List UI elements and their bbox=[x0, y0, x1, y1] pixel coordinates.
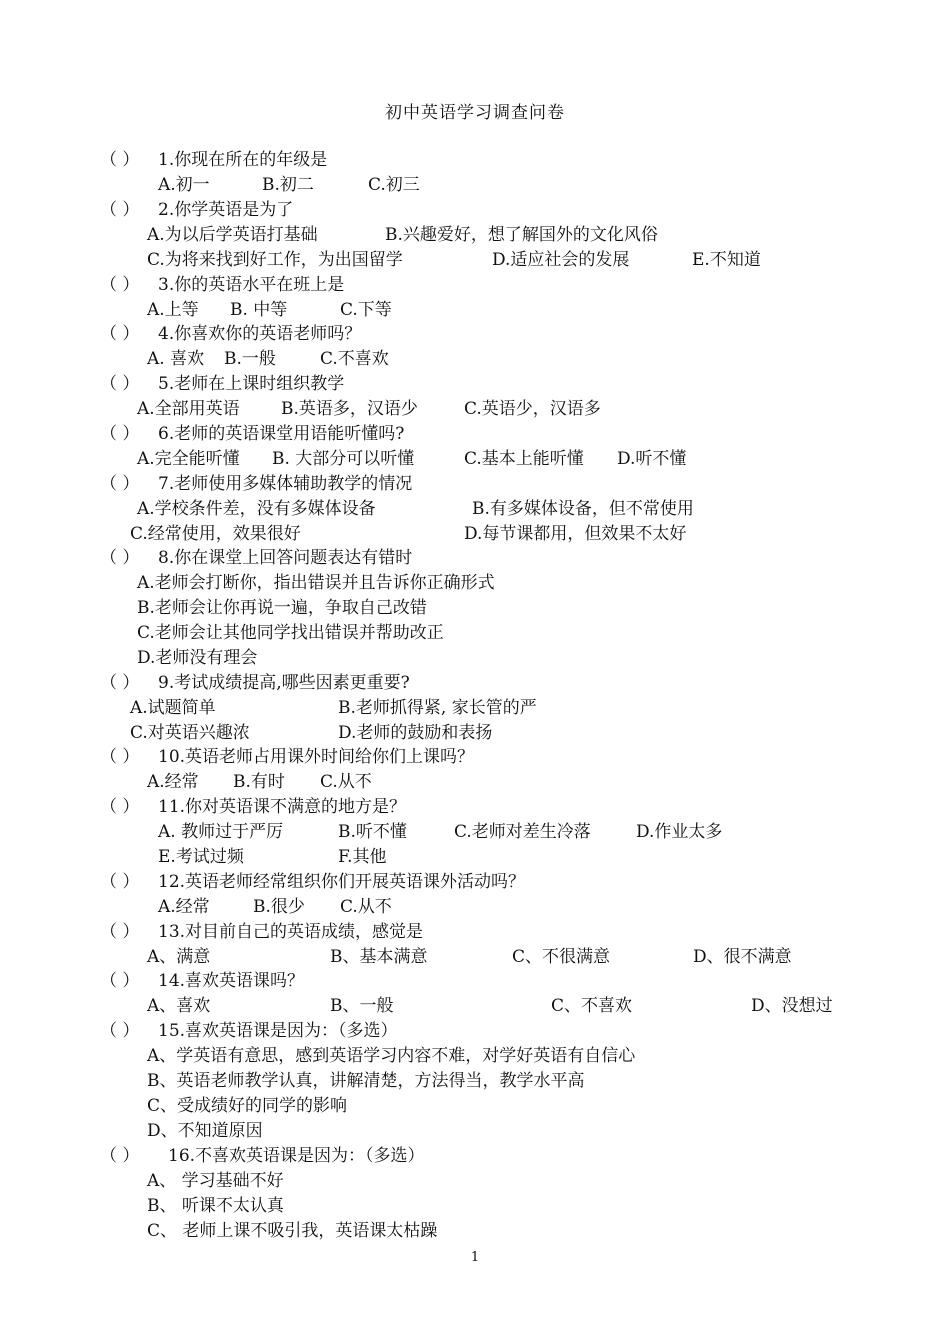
question-9 bbox=[0, 671, 950, 695]
answer-option: C.从不 bbox=[340, 897, 392, 917]
option-row bbox=[0, 994, 950, 1018]
question-text: 7.老师使用多媒体辅助教学的情况 bbox=[158, 474, 413, 494]
answer-option: C.初三 bbox=[368, 175, 420, 195]
answer-option: C.经常使用，效果很好 bbox=[130, 524, 301, 544]
answer-blank: （ ） bbox=[100, 324, 140, 344]
answer-option: D.老师的鼓励和表扬 bbox=[338, 723, 493, 743]
option-row bbox=[0, 1119, 950, 1143]
answer-option: A.学校条件差，没有多媒体设备 bbox=[137, 499, 376, 519]
answer-blank: （ ） bbox=[100, 474, 140, 494]
option-row bbox=[0, 1169, 950, 1193]
answer-option: D、没想过 bbox=[751, 996, 833, 1016]
answer-option: B.老师会让你再说一遍，争取自己改错 bbox=[137, 598, 427, 618]
question-text: 2.你学英语是为了 bbox=[158, 200, 294, 220]
option-row bbox=[0, 596, 950, 620]
option-row bbox=[0, 1069, 950, 1093]
option-row bbox=[0, 621, 950, 645]
answer-option: C.英语少，汉语多 bbox=[464, 399, 601, 419]
option-row bbox=[0, 571, 950, 595]
question-text: 9.考试成绩提高,哪些因素更重要? bbox=[158, 673, 410, 693]
option-row bbox=[0, 522, 950, 546]
answer-option: C.对英语兴趣浓 bbox=[130, 723, 250, 743]
answer-blank: （ ） bbox=[100, 374, 140, 394]
answer-option: A.初一 bbox=[158, 175, 210, 195]
answer-blank: （ ） bbox=[100, 200, 140, 220]
answer-option: C、不喜欢 bbox=[551, 996, 633, 1016]
answer-option: B、英语老师教学认真，讲解清楚，方法得当，教学水平高 bbox=[147, 1071, 585, 1091]
answer-option: A、 学习基础不好 bbox=[147, 1171, 284, 1191]
answer-option: B.有多媒体设备，但不常使用 bbox=[472, 499, 694, 519]
question-3 bbox=[0, 273, 950, 297]
answer-option: A. 教师过于严厉 bbox=[158, 822, 284, 842]
question-text: 11.你对英语课不满意的地方是？ bbox=[158, 797, 407, 817]
option-row bbox=[0, 895, 950, 919]
answer-blank: （ ） bbox=[100, 275, 140, 295]
answer-option: A.试题简单 bbox=[130, 698, 216, 718]
option-row bbox=[0, 248, 950, 272]
option-row bbox=[0, 845, 950, 869]
question-6 bbox=[0, 422, 950, 446]
question-text: 16.不喜欢英语课是因为：（多选） bbox=[168, 1146, 425, 1166]
answer-option: C、不很满意 bbox=[512, 947, 611, 967]
option-row bbox=[0, 447, 950, 471]
option-row bbox=[0, 1094, 950, 1118]
answer-option: C、受成绩好的同学的影响 bbox=[147, 1096, 348, 1116]
answer-blank: （ ） bbox=[100, 150, 140, 170]
answer-option: C.老师会让其他同学找出错误并帮助改正 bbox=[137, 623, 444, 643]
answer-blank: （ ） bbox=[100, 922, 140, 942]
answer-option: D.老师没有理会 bbox=[137, 648, 258, 668]
answer-option: D.作业太多 bbox=[636, 822, 723, 842]
answer-option: C.基本上能听懂 bbox=[464, 449, 584, 469]
option-row bbox=[0, 820, 950, 844]
answer-option: D.听不懂 bbox=[617, 449, 687, 469]
answer-option: D.适应社会的发展 bbox=[492, 250, 630, 270]
answer-option: B. 中等 bbox=[230, 300, 288, 320]
question-15 bbox=[0, 1019, 950, 1043]
answer-option: A.完全能听懂 bbox=[137, 449, 240, 469]
answer-option: E.不知道 bbox=[692, 250, 761, 270]
answer-option: A.老师会打断你，指出错误并且告诉你正确形式 bbox=[137, 573, 495, 593]
question-5 bbox=[0, 372, 950, 396]
answer-option: A.经常 bbox=[147, 772, 199, 792]
answer-option: B.一般 bbox=[224, 349, 276, 369]
answer-option: C.从不 bbox=[320, 772, 372, 792]
option-row bbox=[0, 298, 950, 322]
answer-option: A.全部用英语 bbox=[137, 399, 240, 419]
answer-blank: （ ） bbox=[100, 747, 140, 767]
option-row bbox=[0, 945, 950, 969]
answer-option: B.老师抓得紧, 家长管的严 bbox=[338, 698, 537, 718]
question-16 bbox=[0, 1144, 950, 1168]
question-12 bbox=[0, 870, 950, 894]
answer-option: B.初二 bbox=[262, 175, 314, 195]
answer-option: B.有时 bbox=[233, 772, 285, 792]
answer-option: C.不喜欢 bbox=[320, 349, 389, 369]
option-row bbox=[0, 397, 950, 421]
answer-option: B. 大部分可以听懂 bbox=[272, 449, 415, 469]
option-row bbox=[0, 1044, 950, 1068]
option-row bbox=[0, 721, 950, 745]
answer-blank: （ ） bbox=[100, 872, 140, 892]
answer-blank: （ ） bbox=[100, 673, 140, 693]
answer-option: A、喜欢 bbox=[147, 996, 211, 1016]
question-11 bbox=[0, 795, 950, 819]
answer-option: B、基本满意 bbox=[330, 947, 428, 967]
answer-blank: （ ） bbox=[100, 548, 140, 568]
option-row bbox=[0, 347, 950, 371]
question-7 bbox=[0, 472, 950, 496]
page-title: 初中英语学习调查问卷 bbox=[385, 103, 565, 123]
answer-option: A.上等 bbox=[147, 300, 199, 320]
answer-option: B.英语多，汉语少 bbox=[281, 399, 418, 419]
answer-option: B.听不懂 bbox=[338, 822, 407, 842]
answer-option: E.考试过频 bbox=[158, 847, 244, 867]
option-row bbox=[0, 1219, 950, 1243]
answer-blank: （ ） bbox=[100, 971, 140, 991]
question-text: 4.你喜欢你的英语老师吗？ bbox=[158, 324, 362, 344]
question-text: 8.你在课堂上回答问题表达有错时 bbox=[158, 548, 413, 568]
page-number: 1 bbox=[470, 1250, 480, 1265]
answer-option: A.经常 bbox=[158, 897, 210, 917]
question-text: 14.喜欢英语课吗？ bbox=[158, 971, 305, 991]
question-10 bbox=[0, 745, 950, 769]
answer-blank: （ ） bbox=[100, 1146, 140, 1166]
answer-option: B、 听课不太认真 bbox=[147, 1196, 284, 1216]
question-8 bbox=[0, 546, 950, 570]
question-1 bbox=[0, 148, 950, 172]
question-text: 5.老师在上课时组织教学 bbox=[158, 374, 345, 394]
answer-option: A. 喜欢 bbox=[147, 349, 205, 369]
answer-option: D、不知道原因 bbox=[147, 1121, 263, 1141]
question-text: 10.英语老师占用课外时间给你们上课吗？ bbox=[158, 747, 475, 767]
answer-option: D、很不满意 bbox=[693, 947, 792, 967]
option-row bbox=[0, 497, 950, 521]
question-text: 6.老师的英语课堂用语能听懂吗? bbox=[158, 424, 405, 444]
question-13 bbox=[0, 920, 950, 944]
answer-option: C、 老师上课不吸引我，英语课太枯躁 bbox=[147, 1221, 438, 1241]
question-text: 12.英语老师经常组织你们开展英语课外活动吗？ bbox=[158, 872, 526, 892]
option-row bbox=[0, 696, 950, 720]
answer-option: B.兴趣爱好，想了解国外的文化风俗 bbox=[385, 225, 658, 245]
question-text: 1.你现在所在的年级是 bbox=[158, 150, 328, 170]
answer-blank: （ ） bbox=[100, 424, 140, 444]
answer-option: D.每节课都用，但效果不太好 bbox=[464, 524, 687, 544]
answer-option: A、满意 bbox=[147, 947, 211, 967]
question-2 bbox=[0, 198, 950, 222]
answer-option: A、学英语有意思，感到英语学习内容不难，对学好英语有自信心 bbox=[147, 1046, 636, 1066]
question-4 bbox=[0, 322, 950, 346]
question-text: 15.喜欢英语课是因为：（多选） bbox=[158, 1021, 398, 1041]
answer-option: C.为将来找到好工作，为出国留学 bbox=[147, 250, 403, 270]
answer-option: C.老师对差生冷落 bbox=[454, 822, 591, 842]
answer-option: B.很少 bbox=[253, 897, 305, 917]
answer-blank: （ ） bbox=[100, 1021, 140, 1041]
answer-option: C.下等 bbox=[340, 300, 392, 320]
question-text: 13.对目前自己的英语成绩，感觉是 bbox=[158, 922, 424, 942]
answer-option: B、一般 bbox=[330, 996, 394, 1016]
option-row bbox=[0, 646, 950, 670]
option-row bbox=[0, 173, 950, 197]
question-text: 3.你的英语水平在班上是 bbox=[158, 275, 345, 295]
option-row bbox=[0, 223, 950, 247]
answer-option: A.为以后学英语打基础 bbox=[147, 225, 318, 245]
answer-blank: （ ） bbox=[100, 797, 140, 817]
answer-option: F.其他 bbox=[338, 847, 387, 867]
question-14 bbox=[0, 969, 950, 993]
option-row bbox=[0, 1194, 950, 1218]
option-row bbox=[0, 770, 950, 794]
